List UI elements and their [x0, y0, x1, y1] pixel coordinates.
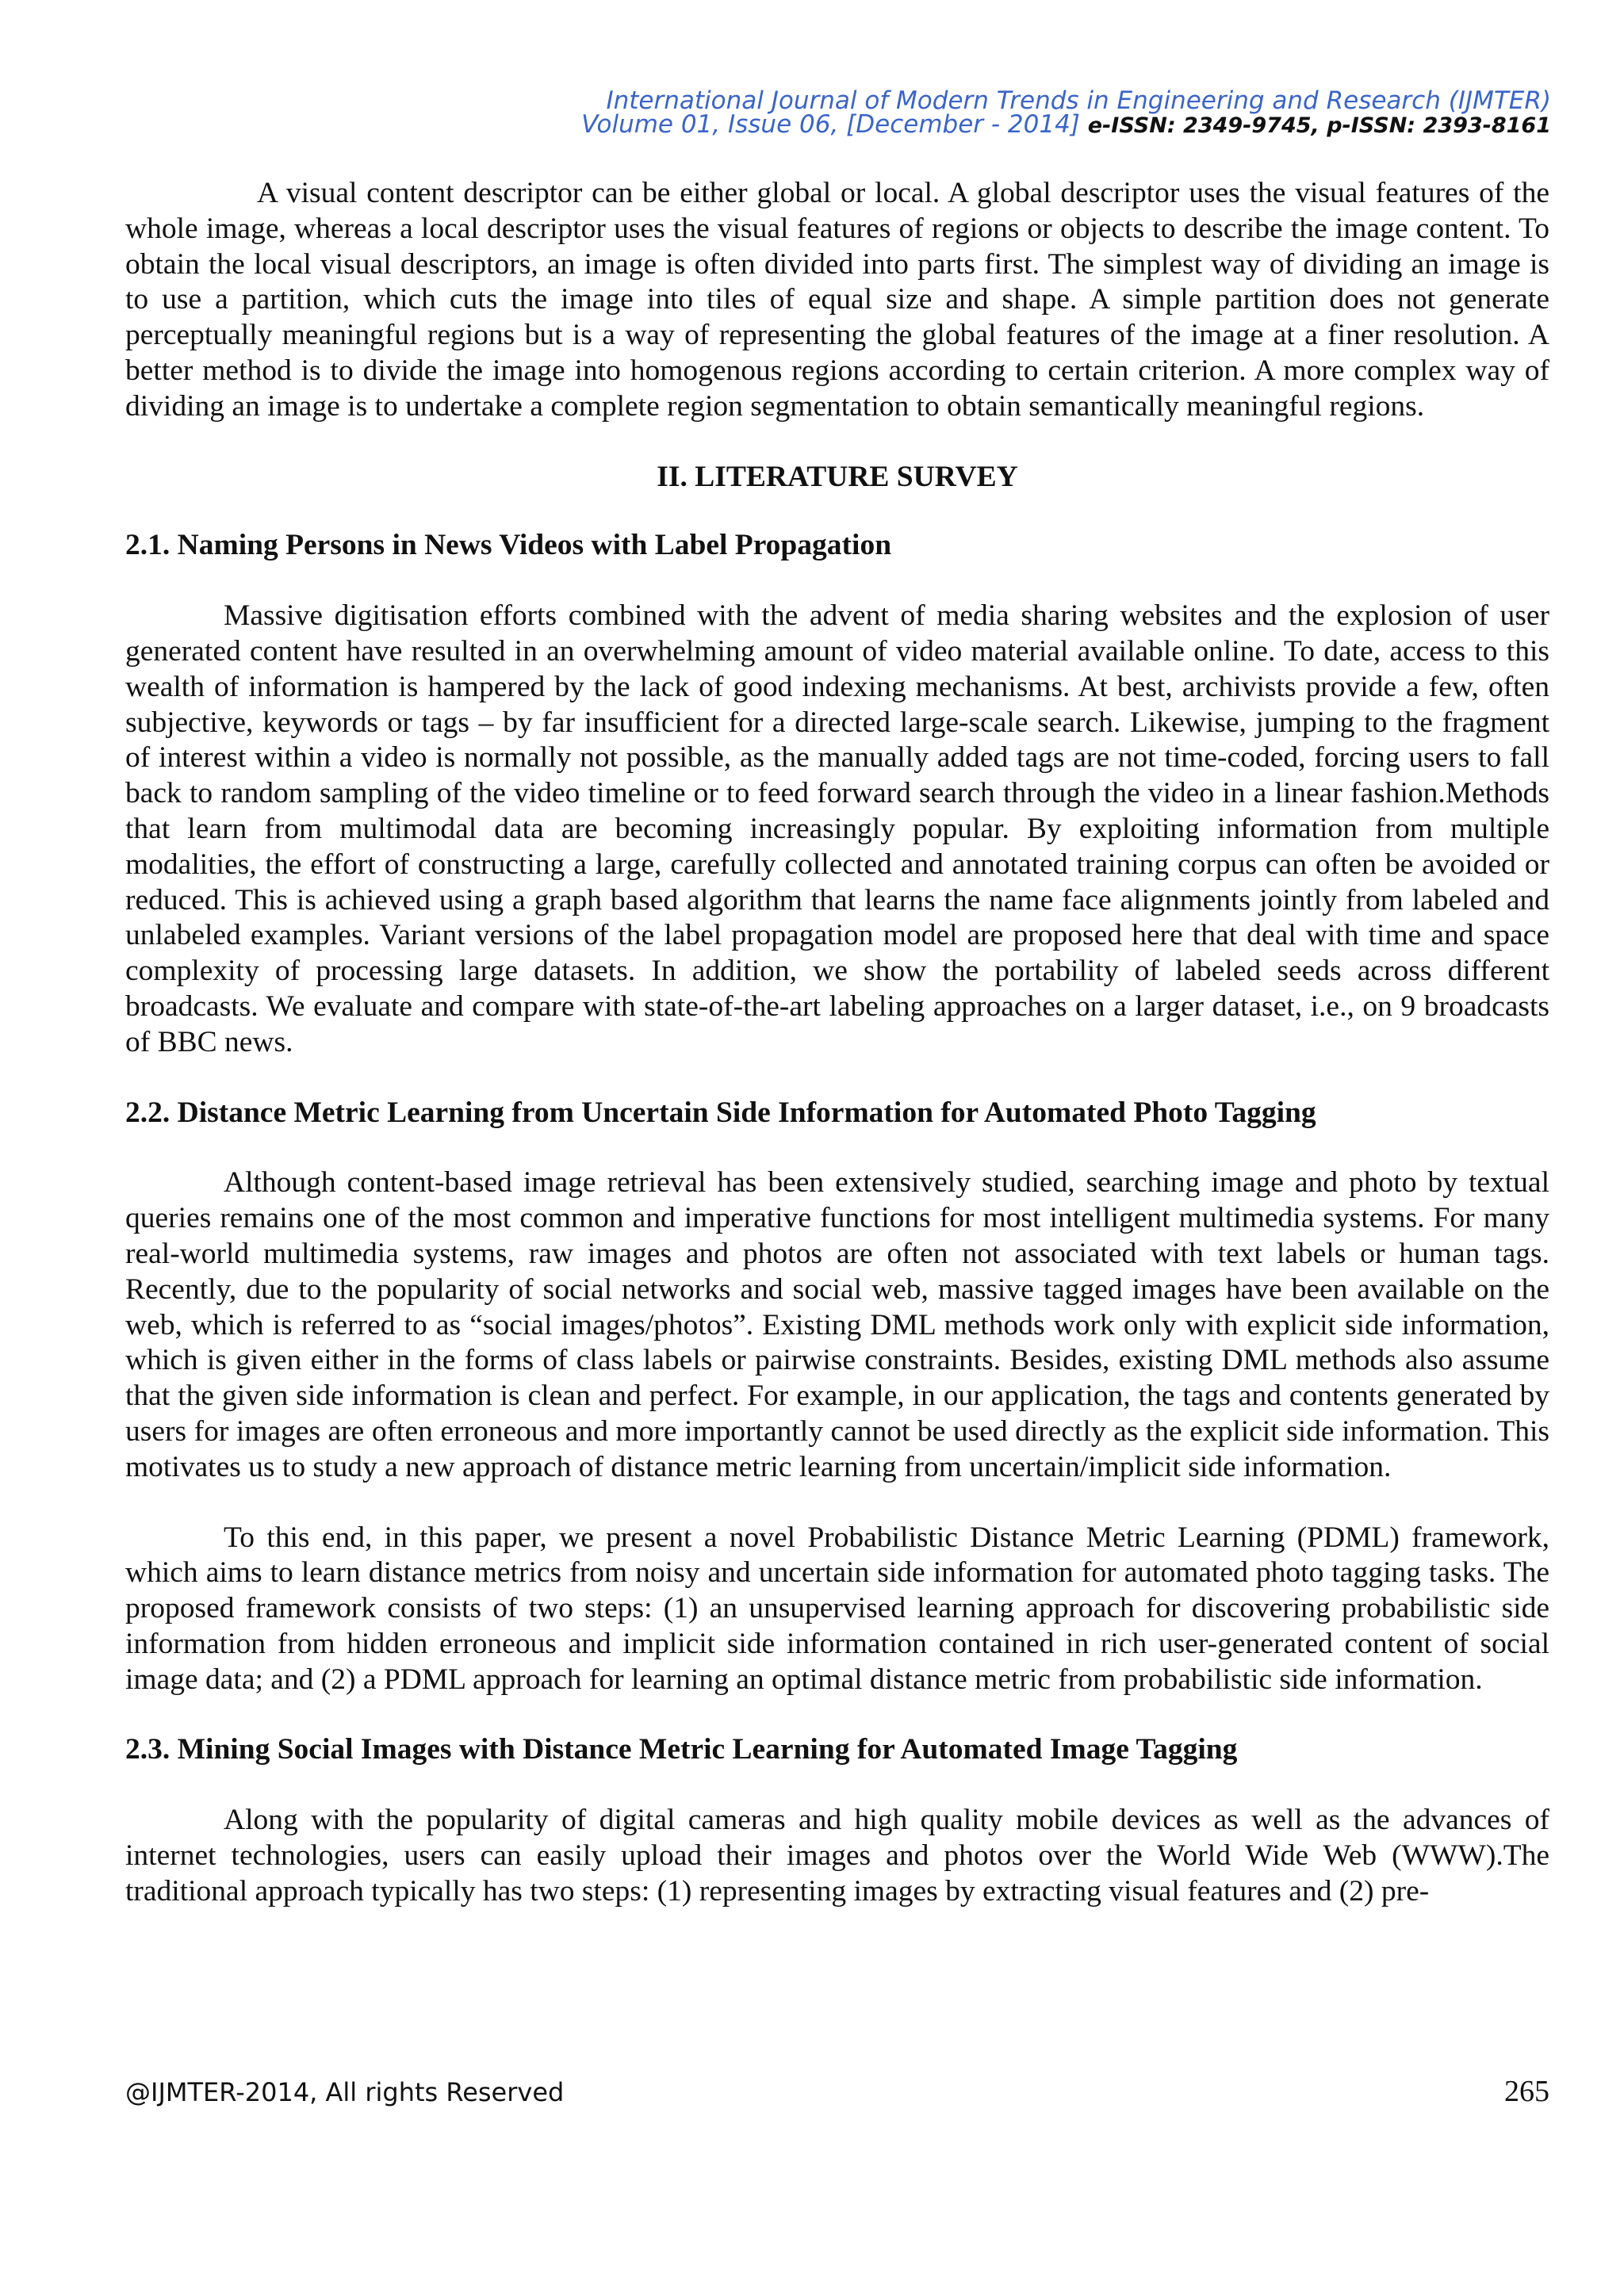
paragraph-2-2-a: Although content-based image retrieval has been extensively studied, searching image and photo by textual queries remains one of the most common and imperative functions for most intelligent multimedia systems. For many real-world multimedia systems, raw images and photos are often not associated with text labels or human tags. Recently, due to the popularity of social networks and social web, massive tagged images have been available on the web, which is referred to as “social images/photos”. Existing DML methods work only with explicit side information, which is given either in the forms of class labels or pairwise constraints. Besides, existing DML methods also assume that the given side information is clean and perfect. For example, in our application, the tags and contents generated by users for images are often erroneous and more importantly cannot be used directly as the explicit side information. This motivates us to study a new approach of distance metric learning from uncertain/implicit side information.	[125, 1166, 1549, 1483]
page-footer	[125, 2077, 1549, 2117]
subsection-heading-2-2: 2.2. Distance Metric Learning from Uncertain Side Information for Automated Photo Tagging	[125, 1096, 1316, 1129]
article-body	[125, 176, 1549, 1910]
paragraph-2-1: Massive digitisation efforts combined with the advent of media sharing websites and the explosion of user generated content have resulted in an overwhelming amount of video material available online. To date, access to this wealth of information is hampered by the lack of good indexing mechanisms. At best, archivists provide a few, often subjective, keywords or tags – by far insufficient for a directed large-scale search. Likewise, jumping to the fragment of interest within a video is normally not possible, as the manually added tags are not time-coded, forcing users to fall back to random sampling of the video timeline or to feed forward search through the video in a linear fashion.Methods that learn from multimodal data are becoming increasingly popular. By exploiting information from multiple modalities, the effort of constructing a large, carefully collected and annotated training corpus can often be avoided or reduced. This is achieved using a graph based algorithm that learns the name face alignments jointly from labeled and unlabeled examples. Variant versions of the label propagation model are proposed here that deal with time and space complexity of processing large datasets. In addition, we show the portability of labeled seeds across different broadcasts. We evaluate and compare with state-of-the-art labeling approaches on a larger dataset, i.e., on 9 broadcasts of BBC news.	[125, 599, 1549, 1058]
section-heading: II. LITERATURE SURVEY	[657, 460, 1018, 493]
issn-numbers: e-ISSN: 2349-9745, p-ISSN: 2393-8161	[1087, 113, 1551, 138]
volume-issue: Volume 01, Issue 06, [December - 2014]	[581, 110, 1080, 139]
journal-title: International Journal of Modern Trends in Engineering and Research (IJMTER)	[606, 86, 1551, 115]
journal-volume-line	[362, 110, 1551, 139]
intro-paragraph: A visual content descriptor can be either global or local. A global descriptor uses the visual features of the whole image, whereas a local descriptor uses the visual features of regions or objects to describe the image content. To obtain the local visual descriptors, an image is often divided into parts first. The simplest way of dividing an image is to use a partition, which cuts the image into tiles of equal size and shape. A simple partition does not generate perceptually meaningful regions but is a way of representing the global features of the image at a finer resolution. A better method is to divide the image into homogenous regions according to certain criterion. A more complex way of dividing an image is to undertake a complete region segmentation to obtain semantically meaningful regions.	[125, 177, 1549, 423]
copyright-notice: @IJMTER-2014, All rights Reserved	[125, 2077, 565, 2107]
journal-header	[362, 86, 1551, 139]
page-number: 265	[1504, 2075, 1549, 2108]
subsection-heading-2-3: 2.3. Mining Social Images with Distance Metric Learning for Automated Image Tagging	[125, 1733, 1238, 1766]
paragraph-2-2-b: To this end, in this paper, we present a novel Probabilistic Distance Metric Learning (PDML) framework, which aims to learn distance metrics from noisy and uncertain side information for automated photo tagging tasks. The proposed framework consists of two steps: (1) an unsupervised learning approach for discovering probabilistic side information from hidden erroneous and implicit side information contained in rich user-generated content of social image data; and (2) a PDML approach for learning an optimal distance metric from probabilistic side information.	[125, 1521, 1549, 1696]
paragraph-2-3: Along with the popularity of digital cameras and high quality mobile devices as well as the advances of internet technologies, users can easily upload their images and photos over the World Wide Web (WWW).The traditional approach typically has two steps: (1) representing images by extracting visual features and (2) pre-	[125, 1804, 1549, 1908]
subsection-heading-2-1: 2.1. Naming Persons in News Videos with Label Propagation	[125, 529, 892, 562]
